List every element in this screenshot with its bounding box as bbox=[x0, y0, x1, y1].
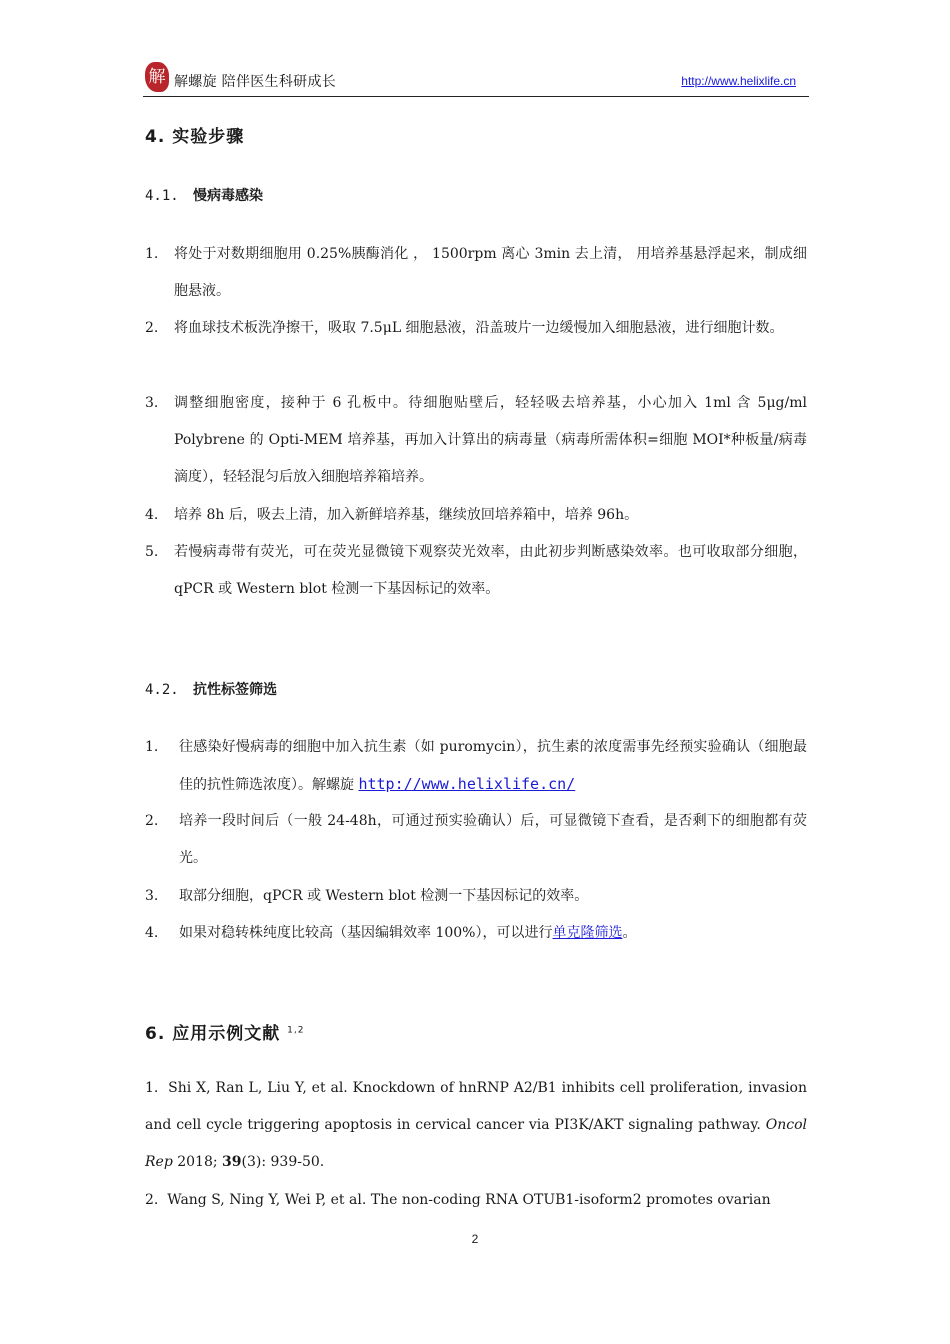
list-item bbox=[145, 915, 807, 952]
list-text: 取部分细胞，qPCR 或 Western blot 检测一下基因标记的效率。 bbox=[179, 888, 589, 904]
reference-number: 2. bbox=[145, 1192, 159, 1208]
list-number: 2. bbox=[145, 813, 159, 829]
list-number: 4. bbox=[145, 925, 159, 941]
list-text-content: 如果对稳转株纯度比较高（基因编辑效率 100%），可以进行 bbox=[179, 925, 553, 941]
reference-text: Wang S, Ning Y, Wei P, et al. The non-coding RNA OTUB1-isoform2 promotes ovarian bbox=[167, 1192, 771, 1208]
subsection-4-2-heading bbox=[145, 679, 277, 699]
list-text-end: 。 bbox=[622, 925, 637, 941]
helixlife-link[interactable]: http://www.helixlife.cn/ bbox=[358, 775, 576, 793]
list-text: 将处于对数期细胞用 0.25%胰酶消化 ， 1500rpm 离心 3min 去上清， 用培养基悬浮起来，制成细胞悬液。 bbox=[174, 246, 807, 299]
header-site-link[interactable]: http://www.helixlife.cn bbox=[681, 74, 796, 88]
citation-superscript: 1,2 bbox=[287, 1025, 305, 1036]
list-number: 1. bbox=[145, 739, 159, 755]
list-number: 2. bbox=[145, 320, 159, 336]
list-text: 将血球技术板洗净擦干，吸取 7.5μL 细胞悬液，沿盖玻片一边缓慢加入细胞悬液，进行细胞计数。 bbox=[174, 320, 784, 336]
helix-logo-icon: 解 bbox=[145, 62, 169, 92]
list-item bbox=[145, 497, 807, 534]
list-item bbox=[145, 310, 807, 347]
list-item bbox=[145, 729, 807, 804]
list-item bbox=[145, 878, 807, 915]
list-number: 4. bbox=[145, 507, 159, 523]
section-6-heading bbox=[145, 1019, 304, 1044]
list-number: 3. bbox=[145, 888, 159, 904]
list-number: 1. bbox=[145, 246, 159, 262]
page-number: 2 bbox=[471, 1232, 479, 1246]
subsection-title: 抗性标签筛选 bbox=[193, 682, 277, 698]
subsection-number: 4.2. bbox=[145, 682, 179, 698]
subsection-4-1-heading bbox=[145, 185, 263, 205]
section-4-heading: 4. 实验步骤 bbox=[145, 127, 245, 147]
reference-item bbox=[145, 1182, 807, 1219]
list-text bbox=[179, 729, 807, 804]
list-text: 若慢病毒带有荧光，可在荧光显微镜下观察荧光效率，由此初步判断感染效率。也可收取部分细胞，qPCR 或 Western blot 检测一下基因标记的效率。 bbox=[174, 544, 807, 597]
list-number: 3. bbox=[145, 395, 159, 411]
subsection-number: 4.1. bbox=[145, 188, 179, 204]
subsection-title: 慢病毒感染 bbox=[193, 188, 263, 204]
list-text-content: 往感染好慢病毒的细胞中加入抗生素（如 puromycin），抗生素的浓度需事先经预实验确认（细胞最佳的抗性筛选浓度）。解螺旋 bbox=[179, 739, 807, 793]
reference-journal: Oncol Rep bbox=[145, 1117, 807, 1170]
list-item bbox=[145, 803, 807, 877]
list-text: 培养 8h 后，吸去上清，加入新鲜培养基，继续放回培养箱中，培养 96h。 bbox=[174, 507, 639, 523]
brand-name: 解螺旋 陪伴医生科研成长 bbox=[174, 74, 337, 90]
reference-item bbox=[145, 1070, 807, 1181]
section-6-title: 6. 应用示例文献 bbox=[145, 1024, 281, 1044]
reference-year: 2018; bbox=[172, 1154, 223, 1170]
list-item bbox=[145, 385, 807, 496]
single-clone-screening-link[interactable]: 单克隆筛选 bbox=[552, 925, 623, 941]
list-text bbox=[179, 915, 807, 952]
list-text: 调整细胞密度，接种于 6 孔板中。待细胞贴壁后，轻轻吸去培养基，小心加入 1ml 含 5μg/ml Polybrene 的 Opti-MEM 培养基，再加入计算出的病毒量（病毒所需体积=细胞 MOI*种板量/病毒滴度），轻轻混匀后放入细胞培养箱培养。 bbox=[174, 395, 807, 485]
page-header bbox=[143, 60, 809, 97]
list-number: 5. bbox=[145, 544, 159, 560]
reference-volume: 39 bbox=[222, 1154, 242, 1170]
reference-text: Shi X, Ran L, Liu Y, et al. Knockdown of hnRNP A2/B1 inhibits cell proliferation, invasion and cell cycle triggering apoptosis in cervical cancer via PI3K/AKT signaling pathway. bbox=[145, 1080, 808, 1133]
reference-number: 1. bbox=[145, 1080, 159, 1096]
reference-pages: (3): 939-50. bbox=[241, 1154, 325, 1170]
list-item bbox=[145, 236, 807, 310]
list-text: 培养一段时间后（一般 24-48h，可通过预实验确认）后，可显微镜下查看，是否剩下的细胞都有荧光。 bbox=[179, 813, 807, 866]
list-item bbox=[145, 534, 807, 608]
